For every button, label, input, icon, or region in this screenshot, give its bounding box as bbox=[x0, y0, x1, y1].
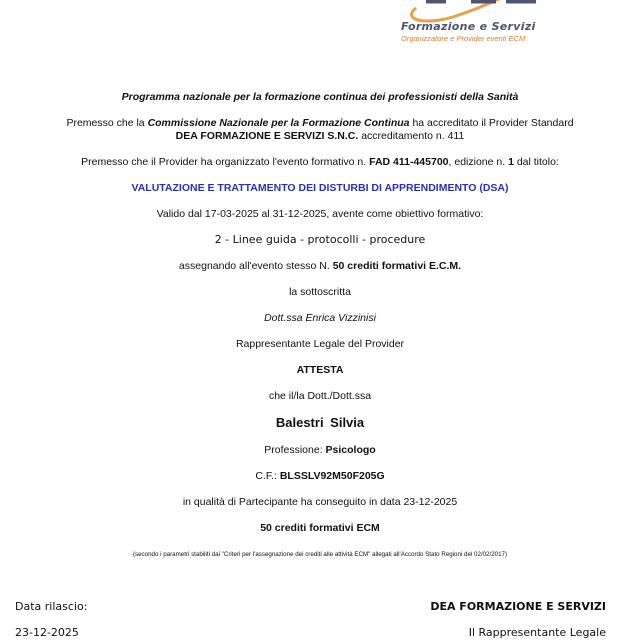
credits-earned: 50 crediti formativi ECM bbox=[260, 522, 380, 534]
certificate-heading: Programma nazionale per la formazione continua dei professionisti della Sanità bbox=[121, 91, 519, 103]
profession bbox=[0, 444, 640, 456]
event-title: VALUTAZIONE E TRATTAMENTO DEI DISTURBI DI APPRENDIMENTO (DSA) bbox=[131, 182, 509, 194]
issue-date-label: Data rilascio: bbox=[15, 600, 88, 613]
fiscal-code bbox=[0, 470, 640, 482]
footnote: (secondo i parametri stabiliti dai "Criteri per l'assegnazione dei crediti alle attività ECM" allegati all'Accordo Stato Regioni del 02/02/2017) bbox=[132, 551, 508, 558]
recipient-intro: che il/la Dott./Dott.ssa bbox=[268, 390, 372, 402]
event-suffix: dal titolo: bbox=[513, 156, 559, 168]
validity-period: Valido dal 17-03-2025 al 31-12-2025, avente come obiettivo formativo: bbox=[156, 208, 484, 220]
signatory-role: Rappresentante Legale del Provider bbox=[235, 338, 405, 350]
undersigned-label: la sottoscritta bbox=[289, 286, 351, 298]
logo-title: Formazione e Servizi bbox=[401, 20, 536, 33]
event-prefix: Premesso che il Provider ha organizzato l'evento formativo n. bbox=[81, 156, 370, 168]
premise-prefix: Premesso che la bbox=[66, 117, 148, 129]
credits-value: 50 crediti formativi E.C.M. bbox=[332, 260, 462, 272]
logo-subtitle: Organizzatore e Provider eventi ECM bbox=[401, 34, 526, 43]
provider-accreditation bbox=[0, 130, 640, 142]
fiscal-code-value: BLSSLV92M50F205G bbox=[279, 470, 385, 482]
issue-date: 23-12-2025 bbox=[15, 626, 79, 639]
achievement-statement: in qualità di Partecipante ha conseguito in data 23-12-2025 bbox=[182, 496, 458, 508]
premise-suffix: ha accreditato il Provider Standard bbox=[409, 117, 574, 129]
credits-assigned bbox=[0, 260, 640, 272]
provider-logo bbox=[396, 0, 546, 48]
edition-number: 1 bbox=[508, 156, 514, 168]
edition-label: , edizione n. bbox=[448, 156, 509, 168]
provider-name: DEA FORMAZIONE E SERVIZI S.N.C. bbox=[175, 130, 359, 142]
fiscal-code-label: C.F.: bbox=[255, 470, 280, 482]
premise-event bbox=[0, 156, 640, 168]
accreditation-number: accreditamento n. 411 bbox=[358, 130, 465, 142]
premise-commission bbox=[0, 117, 640, 129]
footer-legal-rep: Il Rappresentante Legale bbox=[468, 626, 606, 639]
profession-label: Professione: bbox=[264, 444, 326, 456]
footer-company: DEA FORMAZIONE E SERVIZI bbox=[430, 600, 606, 613]
attests-label: ATTESTA bbox=[296, 364, 344, 376]
profession-value: Psicologo bbox=[325, 444, 376, 456]
training-objective: 2 - Linee guida - protocolli - procedure bbox=[214, 233, 426, 246]
signatory-name: Dott.ssa Enrica Vizzinisi bbox=[264, 312, 376, 324]
credits-prefix: assegnando all'evento stesso N. bbox=[178, 260, 333, 272]
event-code: FAD 411-445700 bbox=[369, 156, 449, 168]
commission-name: Commissione Nazionale per la Formazione Continua bbox=[147, 117, 410, 129]
recipient-name: Balestri Silvia bbox=[275, 415, 365, 430]
